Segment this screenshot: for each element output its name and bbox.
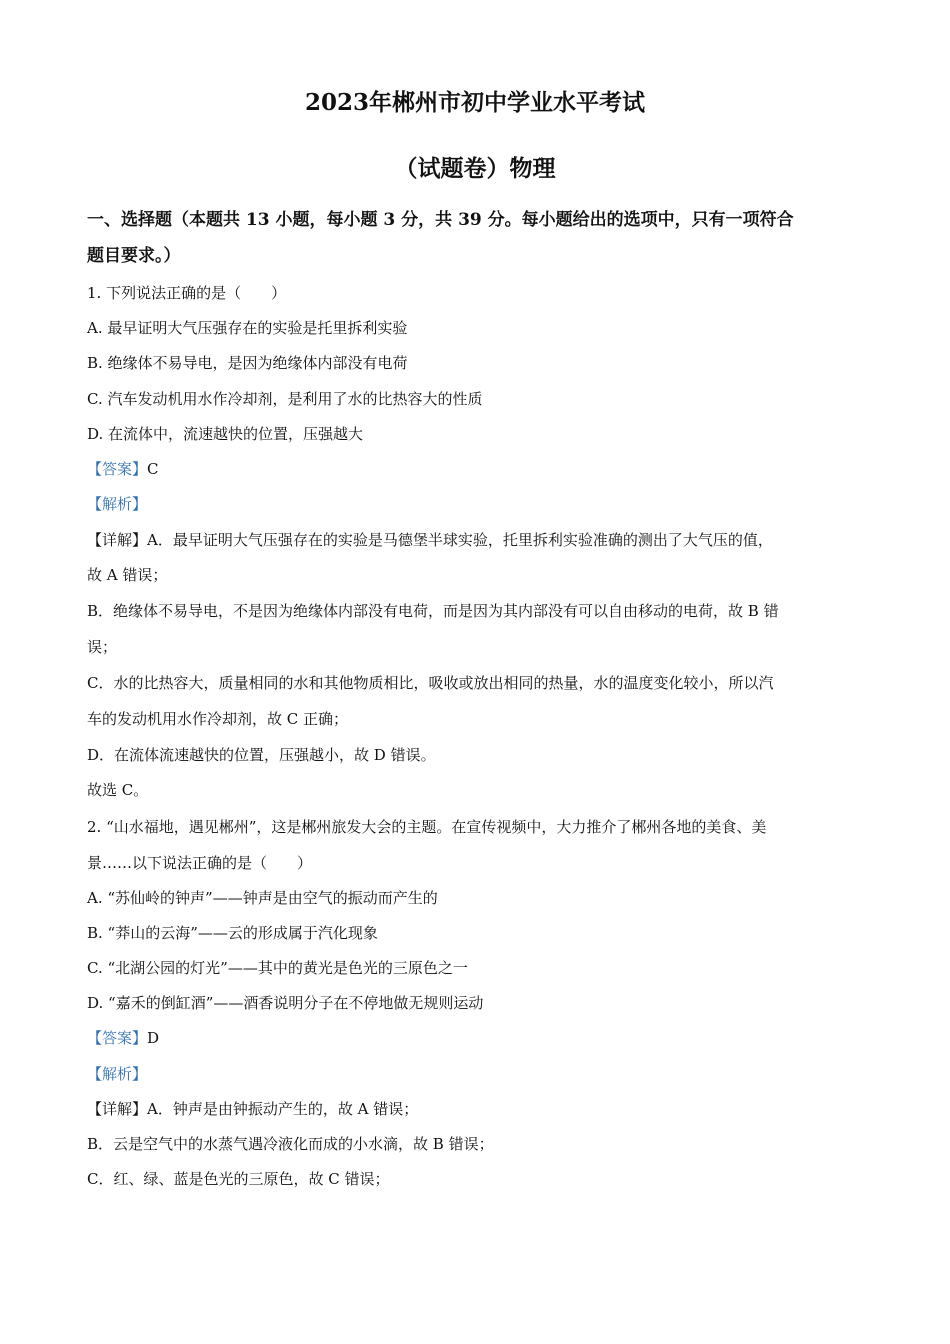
answer-value: D	[147, 1029, 160, 1047]
document-subtitle: （试题卷）物理	[394, 155, 556, 182]
question-1-detail-line: 故 A 错误；	[87, 566, 168, 584]
question-1-option-c: C. 汽车发动机用水作冷却剂，是利用了水的比热容大的性质	[87, 390, 483, 408]
question-1-detail-line: D．在流体流速越快的位置，压强越小，故 D 错误。	[87, 746, 436, 764]
detail-tag: 【详解】	[87, 531, 148, 549]
question-2-stem-cont: 景……以下说法正确的是（ ）	[87, 854, 313, 872]
question-1-option-d: D. 在流体中，流速越快的位置，压强越大	[87, 425, 364, 443]
question-1-detail-line: 车的发动机用水作冷却剂，故 C 正确；	[87, 710, 349, 728]
question-1-detail-line: C．水的比热容大，质量相同的水和其他物质相比，吸收或放出相同的热量，水的温度变化较小，所以汽	[87, 674, 774, 692]
question-2-detail-line: B．云是空气中的水蒸气遇冷液化而成的小水滴，故 B 错误；	[87, 1135, 494, 1153]
document-title: 2023年郴州市初中学业水平考试	[304, 89, 645, 116]
section-heading: 一、选择题（本题共 13 小题，每小题 3 分，共 39 分。每小题给出的选项中，只有一项符合	[87, 210, 794, 230]
question-2-option-d: D. “嘉禾的倒缸酒”——酒香说明分子在不停地做无规则运动	[87, 994, 484, 1012]
detail-tag: 【详解】	[87, 1100, 148, 1118]
question-2-answer	[87, 1028, 159, 1048]
question-1-option-a: A. 最早证明大气压强存在的实验是托里拆利实验	[87, 319, 408, 337]
section-heading-cont: 题目要求。）	[87, 246, 181, 266]
answer-tag: 【答案】	[87, 1029, 148, 1047]
question-1-option-b: B. 绝缘体不易导电，是因为绝缘体内部没有电荷	[87, 354, 408, 372]
question-2-detail-line: C．红、绿、蓝是色光的三原色，故 C 错误；	[87, 1170, 390, 1188]
question-2-option-b: B. “莽山的云海”——云的形成属于汽化现象	[87, 924, 378, 942]
answer-value: C	[147, 460, 159, 478]
question-1-stem: 1. 下列说法正确的是（ ）	[87, 284, 287, 302]
question-2-option-c: C. “北湖公园的灯光”——其中的黄光是色光的三原色之一	[87, 959, 468, 977]
detail-text: A．最早证明大气压强存在的实验是马德堡半球实验，托里拆利实验准确的测出了大气压的值，	[147, 531, 773, 549]
answer-tag: 【答案】	[87, 460, 148, 478]
question-2-option-a: A. “苏仙岭的钟声”——钟声是由空气的振动而产生的	[87, 889, 438, 907]
question-1-detail-line	[87, 530, 773, 550]
question-2-stem: 2. “山水福地，遇见郴州”，这是郴州旅发大会的主题。在宣传视频中，大力推介了郴州各地的美食、美	[87, 818, 767, 836]
question-1-detail-line: B．绝缘体不易导电，不是因为绝缘体内部没有电荷，而是因为其内部没有可以自由移动的电荷，故 B 错	[87, 602, 779, 620]
question-1-detail-line: 误；	[87, 638, 118, 656]
question-2-detail-line	[87, 1099, 418, 1119]
question-1-detail-line: 故选 C。	[87, 781, 149, 799]
question-1-answer	[87, 459, 159, 479]
detail-text: A．钟声是由钟振动产生的，故 A 错误；	[147, 1100, 419, 1118]
question-2-analysis-tag: 【解析】	[87, 1065, 148, 1083]
question-1-analysis-tag: 【解析】	[87, 495, 148, 513]
